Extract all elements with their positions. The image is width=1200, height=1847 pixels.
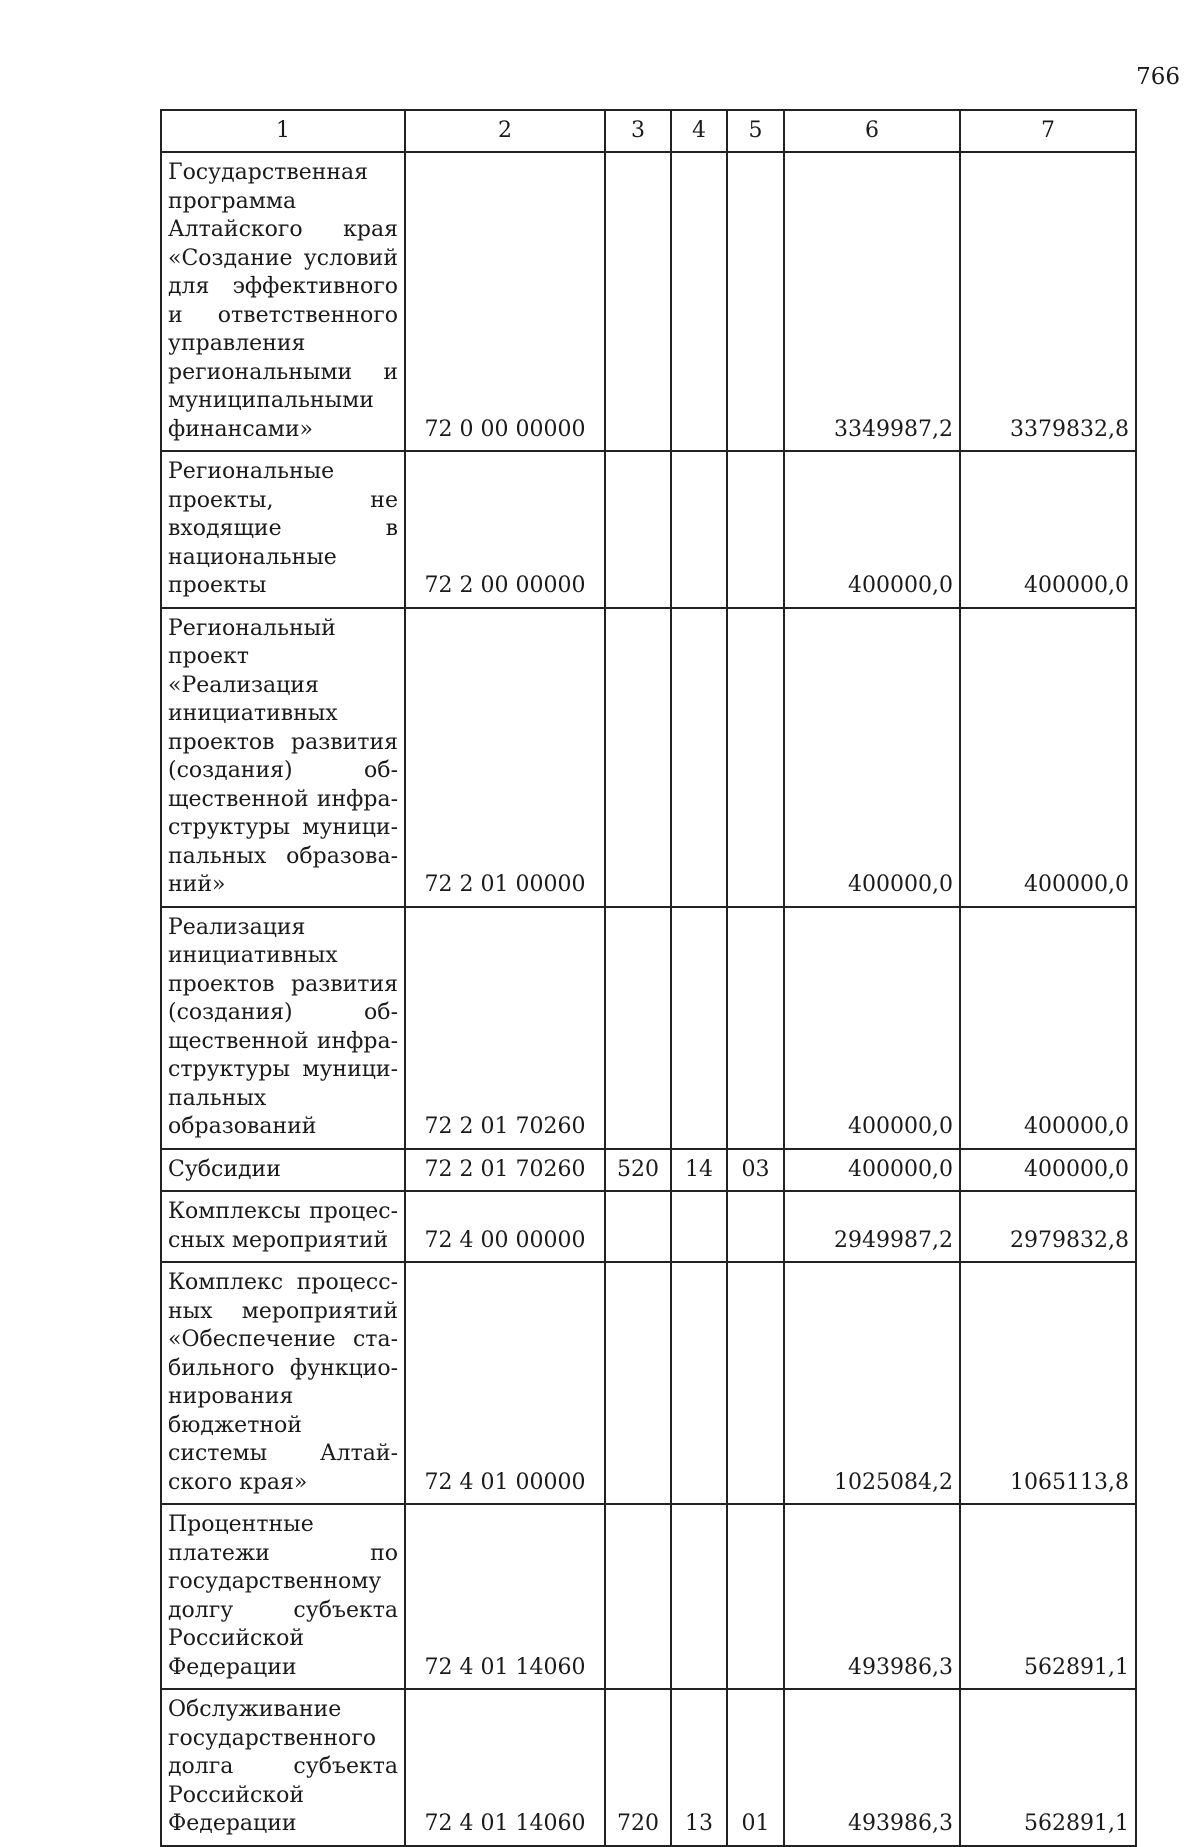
- table-row: [161, 608, 1136, 907]
- column-header-2: 2: [405, 110, 605, 152]
- expense-type-cell: [605, 1191, 671, 1262]
- target-code-cell: 72 2 01 70260: [405, 1149, 605, 1192]
- column-header-5: 5: [727, 110, 784, 152]
- section-cell: 13: [671, 1689, 727, 1846]
- column-header-1: 1: [161, 110, 405, 152]
- column-header-4: 4: [671, 110, 727, 152]
- row-name-cell: Процентные платежи по государственному долгу субъекта Российской Федерации: [161, 1504, 405, 1689]
- table-row: [161, 152, 1136, 451]
- amount-year1-cell: 400000,0: [784, 451, 960, 608]
- table-row: [161, 1262, 1136, 1504]
- expense-type-cell: [605, 608, 671, 907]
- table-row: [161, 907, 1136, 1149]
- expense-type-cell: [605, 451, 671, 608]
- budget-table: [160, 109, 1137, 1847]
- column-header-3: 3: [605, 110, 671, 152]
- amount-year2-cell: 400000,0: [960, 608, 1136, 907]
- target-code-cell: 72 0 00 00000: [405, 152, 605, 451]
- table-row: [161, 1191, 1136, 1262]
- target-code-cell: 72 2 01 00000: [405, 608, 605, 907]
- section-cell: [671, 907, 727, 1149]
- section-cell: [671, 1504, 727, 1689]
- amount-year2-cell: 400000,0: [960, 451, 1136, 608]
- section-cell: [671, 152, 727, 451]
- subsection-cell: [727, 1262, 784, 1504]
- section-cell: [671, 1262, 727, 1504]
- amount-year1-cell: 2949987,2: [784, 1191, 960, 1262]
- subsection-cell: 03: [727, 1149, 784, 1192]
- subsection-cell: 01: [727, 1689, 784, 1846]
- table-row: [161, 1689, 1136, 1846]
- amount-year2-cell: 562891,1: [960, 1504, 1136, 1689]
- target-code-cell: 72 4 00 00000: [405, 1191, 605, 1262]
- section-cell: 14: [671, 1149, 727, 1192]
- subsection-cell: [727, 608, 784, 907]
- subsection-cell: [727, 451, 784, 608]
- section-cell: [671, 1191, 727, 1262]
- row-name-cell: Региональный проект «Реализация инициативных проектов развития (создания) общественной инфраструктуры муниципальных образований»: [161, 608, 405, 907]
- column-header-6: 6: [784, 110, 960, 152]
- row-name-cell: Региональные проекты, не входящие в национальные проекты: [161, 451, 405, 608]
- amount-year1-cell: 400000,0: [784, 1149, 960, 1192]
- header-row: [161, 110, 1136, 152]
- table-row: [161, 1504, 1136, 1689]
- section-cell: [671, 451, 727, 608]
- row-name-cell: Комплекс процессных мероприятий «Обеспечение стабильного функционирования бюджетной системы Алтайского края»: [161, 1262, 405, 1504]
- expense-type-cell: [605, 1504, 671, 1689]
- page-number: 766: [1136, 64, 1180, 90]
- amount-year1-cell: 1025084,2: [784, 1262, 960, 1504]
- section-cell: [671, 608, 727, 907]
- amount-year2-cell: 3379832,8: [960, 152, 1136, 451]
- target-code-cell: 72 2 00 00000: [405, 451, 605, 608]
- table-row: [161, 1149, 1136, 1192]
- expense-type-cell: 720: [605, 1689, 671, 1846]
- column-header-7: 7: [960, 110, 1136, 152]
- amount-year1-cell: 400000,0: [784, 907, 960, 1149]
- target-code-cell: 72 2 01 70260: [405, 907, 605, 1149]
- target-code-cell: 72 4 01 00000: [405, 1262, 605, 1504]
- row-name-cell: Комплексы процессных мероприятий: [161, 1191, 405, 1262]
- amount-year2-cell: 400000,0: [960, 1149, 1136, 1192]
- subsection-cell: [727, 907, 784, 1149]
- expense-type-cell: [605, 1262, 671, 1504]
- target-code-cell: 72 4 01 14060: [405, 1689, 605, 1846]
- expense-type-cell: [605, 152, 671, 451]
- amount-year1-cell: 3349987,2: [784, 152, 960, 451]
- amount-year1-cell: 493986,3: [784, 1504, 960, 1689]
- amount-year1-cell: 493986,3: [784, 1689, 960, 1846]
- amount-year2-cell: 562891,1: [960, 1689, 1136, 1846]
- table-row: [161, 451, 1136, 608]
- subsection-cell: [727, 1504, 784, 1689]
- target-code-cell: 72 4 01 14060: [405, 1504, 605, 1689]
- row-name-cell: Государственная программа Алтайского края «Создание условий для эффективного и ответственного управления региональными и муниципальными финансами»: [161, 152, 405, 451]
- subsection-cell: [727, 152, 784, 451]
- expense-type-cell: [605, 907, 671, 1149]
- amount-year1-cell: 400000,0: [784, 608, 960, 907]
- amount-year2-cell: 1065113,8: [960, 1262, 1136, 1504]
- row-name-cell: Реализация инициативных проектов развития (создания) общественной инфраструктуры муниципальных образований: [161, 907, 405, 1149]
- row-name-cell: Субсидии: [161, 1149, 405, 1192]
- subsection-cell: [727, 1191, 784, 1262]
- row-name-cell: Обслуживание государственного долга субъекта Российской Федерации: [161, 1689, 405, 1846]
- amount-year2-cell: 2979832,8: [960, 1191, 1136, 1262]
- expense-type-cell: 520: [605, 1149, 671, 1192]
- amount-year2-cell: 400000,0: [960, 907, 1136, 1149]
